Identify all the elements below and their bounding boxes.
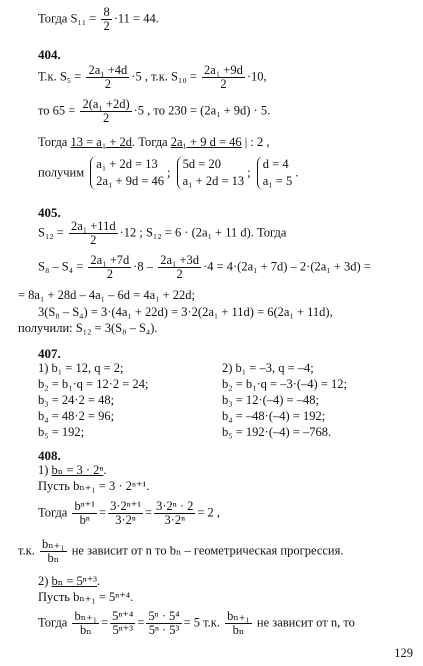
fraction: $\frac{\text{2a₁ +4d}}{2}$ bbox=[88, 63, 128, 92]
fraction: $\frac{\text{2(a₁ +2d)}}{2}$ bbox=[82, 97, 130, 126]
line-404-2: то 65 = $\frac{\text{2(a₁ +2d)}}{2}$ ·5 , то 230 = (2a₁ + 9d) · 5. bbox=[38, 97, 271, 126]
s11-text: Тогда S₁₁ = bbox=[38, 11, 100, 26]
fraction: $\frac{\text{5ⁿ · 5⁴}}{\text{5ⁿ · 5³}}$ bbox=[148, 609, 180, 638]
fraction: $\frac{\text{2a₁ +3d}}{2}$ bbox=[160, 253, 200, 282]
fraction: $\frac{\text{3·2ⁿ⁺¹}}{\text{3·2ⁿ}}$ bbox=[110, 499, 142, 528]
line-408-6: Пусть bₙ₊₁ = 5ⁿ⁺⁴. bbox=[38, 590, 134, 604]
fraction: $\frac{8}{2}$ bbox=[103, 5, 110, 34]
fraction: $\frac{\text{2a₁ +11d}}{2}$ bbox=[70, 219, 116, 248]
problem-405-heading: 405. bbox=[38, 205, 61, 220]
problem-408-heading: 408. bbox=[38, 448, 61, 463]
line-404-3: Тогда 13 = a₁ + 2d. Тогда 2a₁ + 9 d = 46 | : 2 , bbox=[38, 135, 270, 149]
line-408-1: 1) bₙ = 3 · 2ⁿ. bbox=[38, 463, 107, 477]
line-408-4: т.к. $\frac{\text{bₙ₊₁}}{\text{bₙ}}$ не зависит от n то bₙ – геометрическая прогрессия. bbox=[18, 537, 344, 566]
problem-404-heading: 404. bbox=[38, 47, 61, 62]
line-408-5: 2) bₙ = 5ⁿ⁺³. bbox=[38, 574, 101, 588]
col2-row5: b₅ = 192·(–4) = –768. bbox=[222, 425, 332, 439]
col2-row3: b₃ = 12·(–4) = –48; bbox=[222, 393, 319, 407]
problem-407-heading: 407. bbox=[38, 346, 61, 361]
fraction: $\frac{\text{2a₁ +7d}}{2}$ bbox=[90, 253, 130, 282]
line-405-1: S₁₂ = $\frac{\text{2a₁ +11d}}{2}$ ·12 ; S₁₂ = 6 · (2a₁ + 11 d). Тогда bbox=[38, 219, 287, 248]
col1-row5: b₅ = 192; bbox=[38, 425, 85, 439]
line-408-2: Пусть bₙ₊₁ = 3 · 2ⁿ⁺¹. bbox=[38, 479, 150, 493]
col1-row1: 1) b₁ = 12, q = 2; bbox=[38, 361, 124, 375]
fraction: $\frac{\text{5ⁿ⁺⁴}}{\text{5ⁿ⁺³}}$ bbox=[112, 609, 134, 638]
line-s11: Тогда S₁₁ = $\frac{8}{2}$ ·11 = 44. bbox=[38, 5, 159, 34]
col2-row4: b₄ = –48·(–4) = 192; bbox=[222, 409, 326, 423]
col1-row3: b₃ = 24·2 = 48; bbox=[38, 393, 115, 407]
line-405-3: = 8a₁ + 28d – 4a₁ – 6d = 4a₁ + 22d; bbox=[18, 288, 196, 302]
fraction: $\frac{\text{2a₁ +9d}}{2}$ bbox=[204, 63, 243, 92]
page-number: 129 bbox=[394, 646, 413, 660]
col1-row4: b₄ = 48·2 = 96; bbox=[38, 409, 115, 423]
equation-system-3: d = 4 a₁ = 5 bbox=[257, 156, 292, 190]
line-404-systems: получим a₁ + 2d = 13 2a₁ + 9d = 46 ; 5d = 20 a₁ + 2d = 13 ; d = 4 a₁ = 5 . bbox=[38, 157, 299, 188]
equation-system-1: a₁ + 2d = 13 2a₁ + 9d = 46 bbox=[90, 156, 164, 190]
col2-row2: b₂ = b₁·q = –3·(–4) = 12; bbox=[222, 377, 347, 391]
line-405-5: получили: S₁₂ = 3(S₈ – S₄). bbox=[18, 321, 158, 335]
line-408-3: Тогда $\frac{\text{bⁿ⁺¹}}{\text{bⁿ}}$ = $\frac{\text{3·2ⁿ⁺¹}}{\text{3·2ⁿ}}$ = $\frac{\text{3·2ⁿ · 2}}{\text{3·2ⁿ}}$ = 2 , bbox=[38, 499, 221, 528]
line-408-7: Тогда $\frac{\text{bₙ₊₁}}{\text{bₙ}}$ = $\frac{\text{5ⁿ⁺⁴}}{\text{5ⁿ⁺³}}$ = $\frac{\text{5ⁿ · 5⁴}}{\text{5ⁿ · 5³}}$ = 5 т.к. $\frac{\text{bₙ₊₁}}{\text{bₙ}}$ не зависит от n, то bbox=[38, 609, 355, 638]
col2-row1: 2) b₁ = –3, q = –4; bbox=[222, 361, 314, 375]
fraction: $\frac{\text{bⁿ⁺¹}}{\text{bⁿ}}$ bbox=[74, 499, 96, 528]
line-405-4: 3(S₈ – S₄) = 3·(4a₁ + 22d) = 3·2(2a₁ + 11d) = 6(2a₁ + 11d), bbox=[38, 305, 333, 319]
line-404-1: Т.к. S₅ = $\frac{\text{2a₁ +4d}}{2}$ ·5 , т.к. S₁₀ = $\frac{\text{2a₁ +9d}}{2}$ ·10, bbox=[38, 63, 267, 92]
fraction: $\frac{\text{3·2ⁿ · 2}}{\text{3·2ⁿ}}$ bbox=[156, 499, 194, 528]
fraction: $\frac{\text{bₙ₊₁}}{\text{bₙ}}$ bbox=[74, 609, 98, 638]
equation-system-2: 5d = 20 a₁ + 2d = 13 bbox=[177, 156, 245, 190]
col1-row2: b₂ = b₁·q = 12·2 = 24; bbox=[38, 377, 149, 391]
fraction: $\frac{\text{bₙ₊₁}}{\text{bₙ}}$ bbox=[41, 537, 65, 566]
line-405-2: S₈ – S₄ = $\frac{\text{2a₁ +7d}}{2}$ ·8 – $\frac{\text{2a₁ +3d}}{2}$ ·4 = 4·(2a₁ + 7d) – 2·(2a₁ + 3d) = bbox=[38, 253, 371, 282]
fraction: $\frac{\text{bₙ₊₁}}{\text{bₙ}}$ bbox=[227, 609, 250, 638]
